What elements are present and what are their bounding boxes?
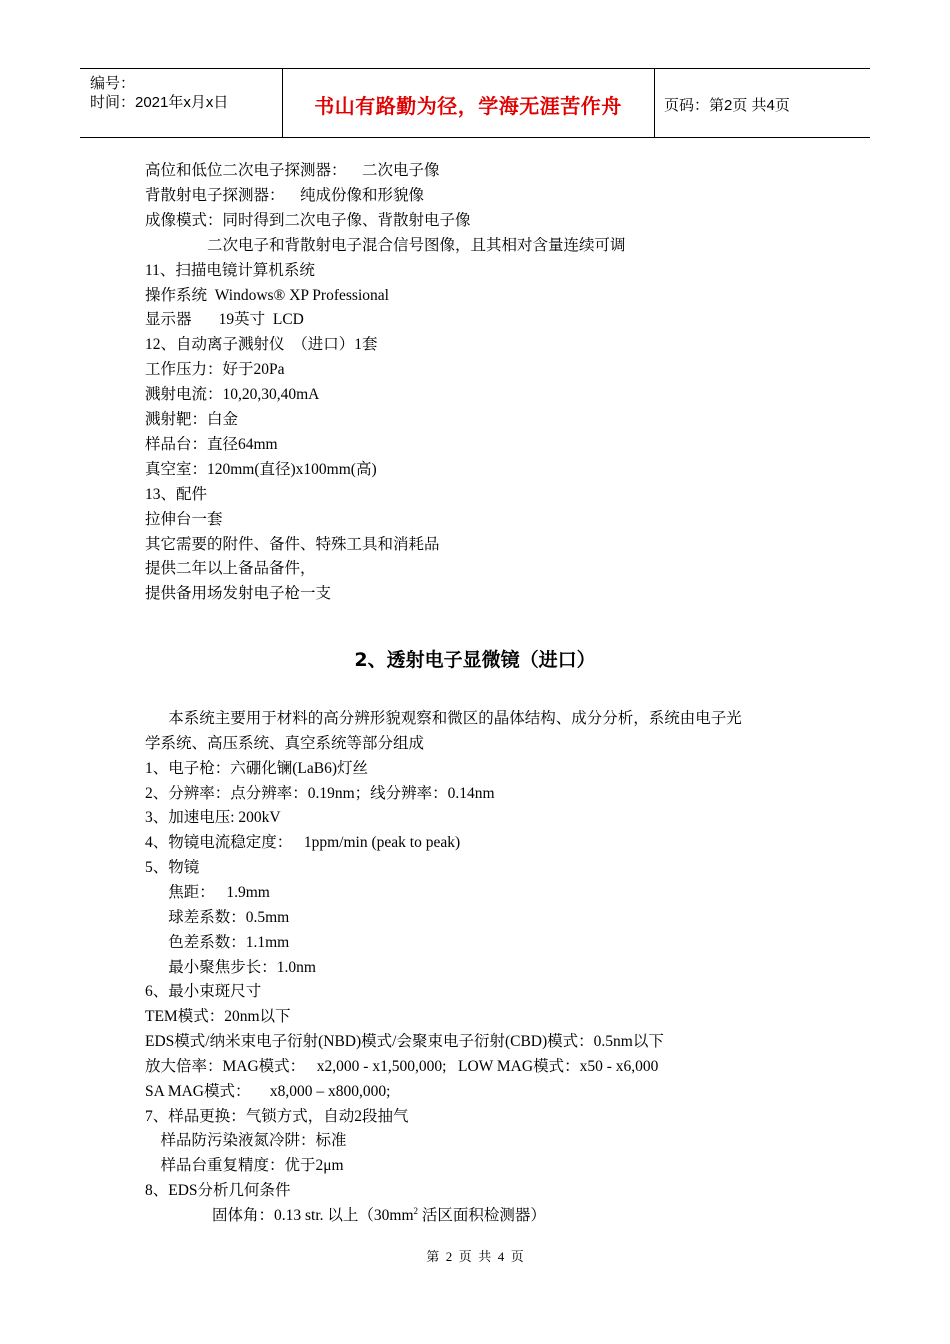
header-motto-cell xyxy=(282,69,655,137)
page-info: 页码：第2页 共4页 xyxy=(664,97,790,114)
text-line: 1、电子枪：六硼化镧(LaB6)灯丝 xyxy=(145,759,369,777)
text-line: 本系统主要用于材料的高分辨形貌观察和微区的晶体结构、成分分析，系统由电子光 xyxy=(145,710,742,727)
text-line: 提供二年以上备品备件， xyxy=(145,560,316,578)
text-line: 8、EDS分析几何条件 xyxy=(145,1182,291,1200)
page-header xyxy=(80,68,870,138)
solid-angle-superscript: 2 xyxy=(413,1205,419,1216)
text-line: 样品防污染液氮冷阱：标准 xyxy=(145,1132,347,1150)
document-number: 编号： xyxy=(90,75,136,92)
text-line: 3、加速电压: 200kV xyxy=(145,809,281,827)
header-meta-cell xyxy=(80,69,283,137)
text-line: 最小聚焦步长：1.0nm xyxy=(145,958,316,976)
text-line: SA MAG模式： x8,000 – x800,000; xyxy=(145,1082,391,1100)
text-line: 色差系数：1.1mm xyxy=(145,933,290,951)
solid-angle-prefix: 固体角：0.13 str. 以上（30mm xyxy=(212,1207,414,1224)
text-line: 操作系统 Windows® XP Professional xyxy=(145,286,389,304)
text-line: 11、扫描电镜计算机系统 xyxy=(145,261,315,279)
text-line: 其它需要的附件、备件、特殊工具和消耗品 xyxy=(145,535,440,553)
text-line: 样品台：直径64mm xyxy=(145,435,278,453)
text-line: 6、最小束斑尺寸 xyxy=(145,983,262,1001)
text-line: 高位和低位二次电子探测器： 二次电子像 xyxy=(145,162,440,179)
text-line: 球差系数：0.5mm xyxy=(145,908,290,926)
section-title: 2、透射电子显微镜（进口） xyxy=(354,649,596,671)
text-line: 放大倍率：MAG模式： x2,000 - x1,500,000; LOW MAG模式：x50 - x6,000 xyxy=(145,1057,659,1075)
text-line: 拉伸台一套 xyxy=(145,510,223,528)
text-line: 成像模式：同时得到二次电子像、背散射电子像 xyxy=(145,211,471,229)
text-line: EDS模式/纳米束电子衍射(NBD)模式/会聚束电子衍射(CBD)模式：0.5nm以下 xyxy=(145,1033,664,1051)
text-line: 13、配件 xyxy=(145,485,208,503)
text-line: 2、分辨率：点分辨率：0.19nm；线分辨率：0.14nm xyxy=(145,784,495,802)
text-line: 4、物镜电流稳定度： 1ppm/min (peak to peak) xyxy=(145,834,461,852)
text-line: 提供备用场发射电子枪一支 xyxy=(145,585,332,603)
document-date: 时间：2021年x月x日 xyxy=(90,94,229,111)
solid-angle-line xyxy=(212,1206,546,1226)
text-line: TEM模式：20nm以下 xyxy=(145,1008,291,1026)
text-line: 学系统、高压系统、真空系统等部分组成 xyxy=(145,734,425,752)
text-line: 溅射靶：白金 xyxy=(145,411,239,428)
text-line: 显示器 19英寸 LCD xyxy=(145,311,304,329)
text-line: 背散射电子探测器： 纯成份像和形貌像 xyxy=(145,186,425,204)
text-line: 工作压力：好于20Pa xyxy=(145,361,285,379)
text-line: 样品台重复精度：优于2μm xyxy=(145,1157,344,1175)
text-line: 5、物镜 xyxy=(145,859,200,877)
text-line: 溅射电流：10,20,30,40mA xyxy=(145,386,320,404)
text-line: 焦距： 1.9mm xyxy=(145,883,270,901)
text-line: 7、样品更换：气锁方式，自动2段抽气 xyxy=(145,1107,409,1125)
text-line: 真空室：120mm(直径)x100mm(高) xyxy=(145,460,377,478)
solid-angle-suffix: 活区面积检测器） xyxy=(418,1207,546,1224)
text-line: 12、自动离子溅射仪 （进口）1套 xyxy=(145,336,378,354)
header-motto: 书山有路勤为径，学海无涯苦作舟 xyxy=(314,94,622,118)
page-footer: 第 2 页 共 4 页 xyxy=(426,1249,524,1264)
text-line: 二次电子和背散射电子混合信号图像，且其相对含量连续可调 xyxy=(145,236,626,254)
